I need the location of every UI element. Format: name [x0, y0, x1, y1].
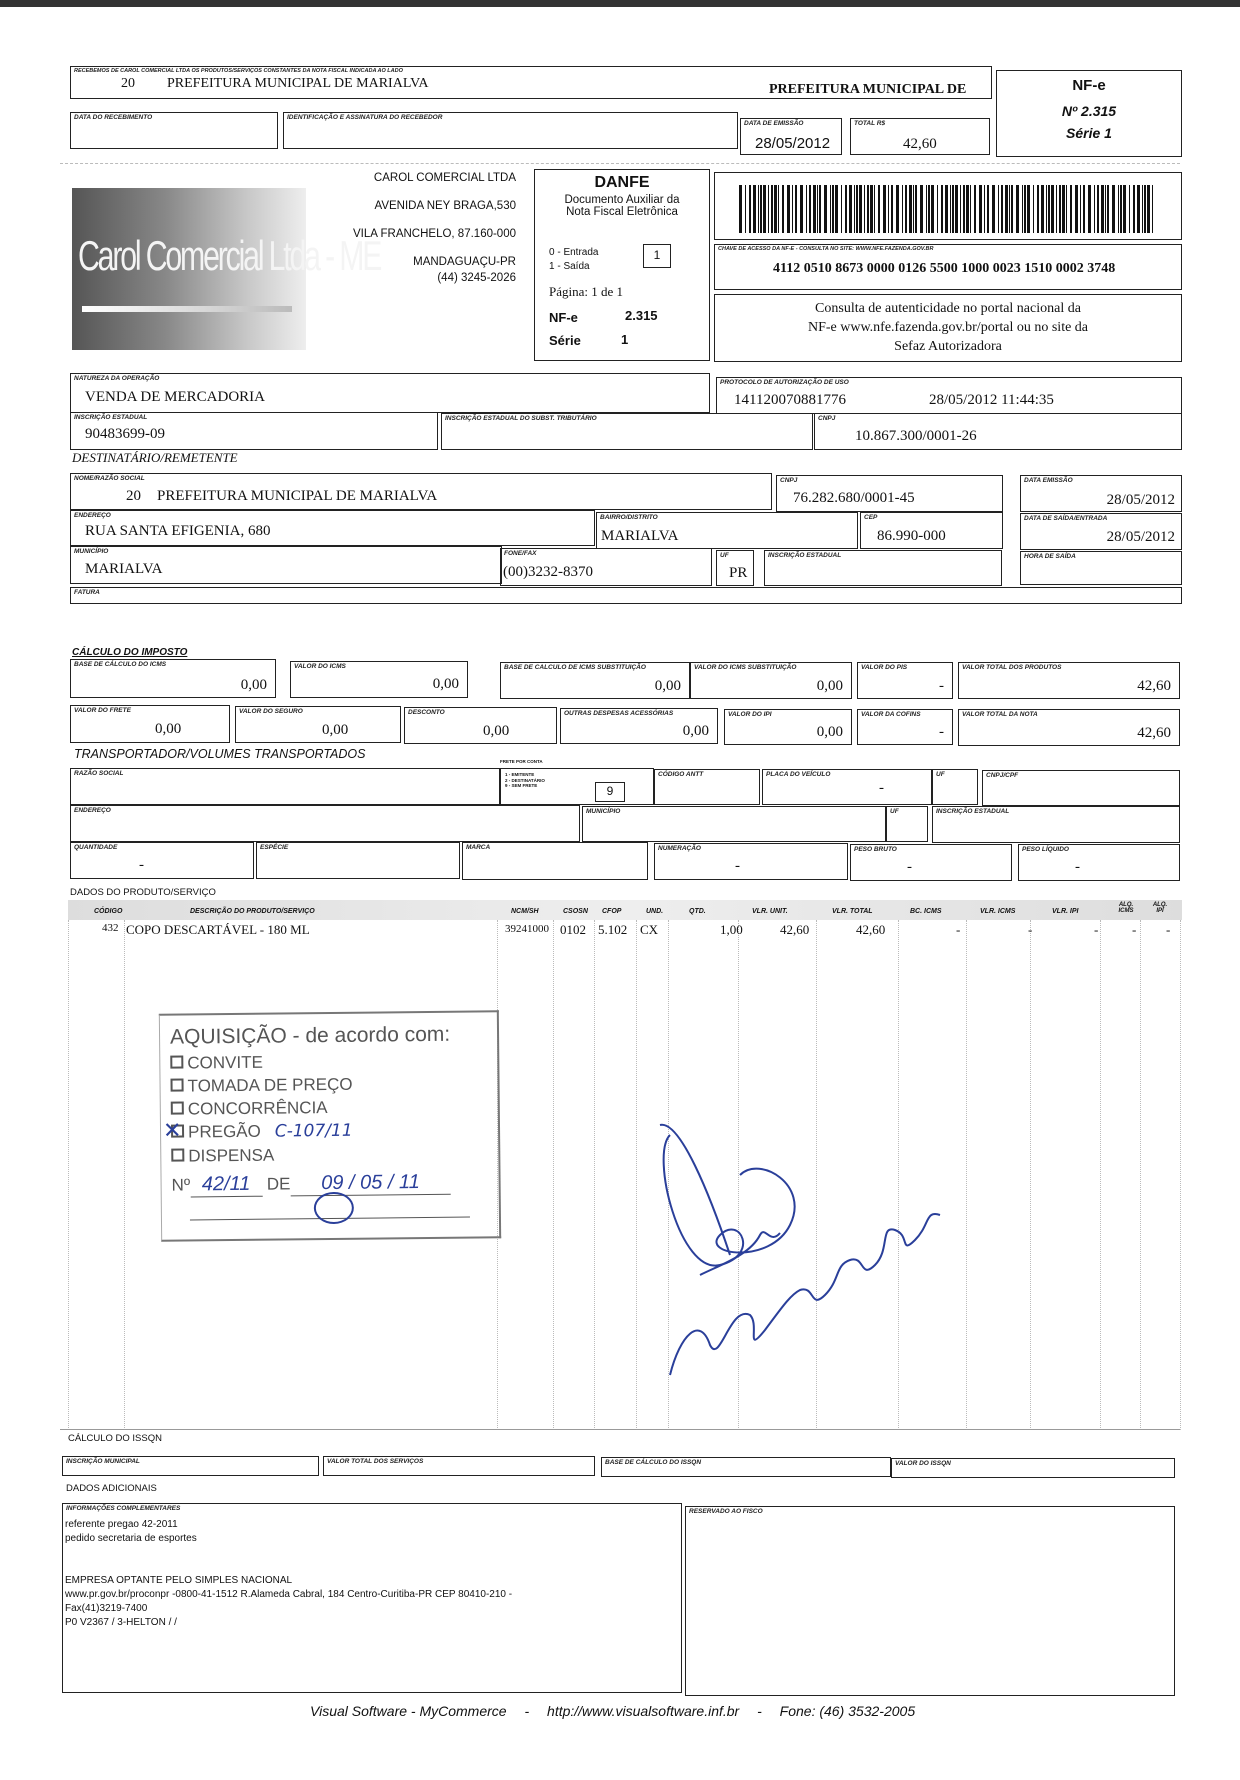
row-csosn: 0102	[560, 922, 586, 937]
dest-endereco-box	[70, 510, 595, 546]
dest-nome-label: NOME/RAZÃO SOCIAL	[74, 475, 145, 482]
dest-nome-box	[70, 473, 772, 510]
transp-razao-box	[70, 768, 500, 805]
frete-box	[70, 705, 230, 743]
row-alq-ipi: -	[1166, 922, 1171, 937]
protocolo-label: PROTOCOLO DE AUTORIZAÇÃO DE USO	[720, 379, 849, 386]
ie-st-box	[441, 413, 813, 450]
antt-label: CÓDIGO ANTT	[658, 771, 704, 778]
logo-stripe	[82, 306, 292, 312]
issqn-total-box	[323, 1456, 595, 1476]
info-line-3	[65, 1546, 512, 1560]
transp-uf-label: UF	[936, 771, 945, 778]
issqn-section: CÁLCULO DO ISSQN	[68, 1433, 162, 1444]
scan-edge	[0, 0, 1240, 7]
dest-bairro-label: BAIRRO/DISTRITO	[600, 514, 658, 521]
col-vlr-icms: VLR. ICMS	[980, 908, 1016, 915]
numeracao-box	[654, 843, 848, 880]
bc-icms-label: BASE DE CÁLCULO DO ICMS	[74, 661, 167, 668]
row-codigo: 432	[102, 922, 119, 934]
danfe-entrada: 0 - Entrada	[549, 247, 599, 258]
cofins: -	[939, 724, 944, 740]
fatura-box	[70, 587, 1182, 604]
produtos-section: DADOS DO PRODUTO/SERVIÇO	[70, 887, 216, 898]
peso-liq-label: PESO LÍQUIDO	[1022, 846, 1069, 853]
dest-nome: PREFEITURA MUNICIPAL DE MARIALVA	[157, 488, 438, 504]
icms-label: VALOR DO ICMS	[294, 663, 346, 670]
danfe-serie-label: Série	[549, 333, 581, 348]
nfe-number-box	[996, 70, 1182, 157]
info-complementar-box	[62, 1503, 682, 1693]
peso-bruto-box	[850, 844, 1012, 881]
canhoto-total-label: TOTAL R$	[854, 120, 886, 127]
protocolo-value: 141120070881776	[734, 392, 846, 408]
stamp-opt-tomada: TOMADA DE PREÇO	[187, 1074, 353, 1096]
data-recebimento-label: DATA DO RECEBIMENTO	[74, 114, 153, 121]
bc-st: 0,00	[654, 678, 681, 694]
danfe-sub1: Documento Auxiliar da	[564, 194, 680, 206]
seguro-box	[235, 706, 401, 743]
row-vlr-icms: -	[1028, 922, 1033, 937]
stamp-num-label: Nº	[171, 1175, 191, 1195]
issqn-bc-box	[601, 1457, 891, 1477]
row-descricao: COPO DESCARTÁVEL - 180 ML	[126, 922, 310, 937]
placa-label: PLACA DO VEÍCULO	[766, 771, 831, 778]
canhoto-emissao-box	[740, 118, 842, 155]
ie-st-label: INSCRIÇÃO ESTADUAL DO SUBST. TRIBUTÁRIO	[445, 415, 597, 422]
rubric-icon	[314, 1192, 354, 1224]
transp-ie-box	[932, 806, 1180, 843]
numeracao: -	[735, 858, 740, 874]
transp-uf2-label: UF	[890, 808, 899, 815]
col-vlr-unit: VLR. UNIT.	[752, 908, 788, 915]
footer	[310, 1703, 915, 1719]
col-cfop: CFOP	[602, 908, 622, 915]
emitente-info	[310, 170, 516, 286]
transp-uf2-box	[886, 806, 928, 842]
emitente-phone: (44) 3245-2026	[437, 272, 516, 284]
consulta-line2: NF-e www.nfe.fazenda.gov.br/portal ou no site da	[807, 320, 1089, 335]
dest-cnpj-box	[776, 475, 1003, 512]
stamp-opt-convite: CONVITE	[187, 1052, 263, 1073]
footer-sep2: -	[757, 1703, 762, 1719]
col-bc-icms: BC. ICMS	[910, 908, 942, 915]
frete-conta-value: 9	[595, 782, 625, 802]
canhoto-dest: PREFEITURA MUNICIPAL DE MARIALVA	[167, 76, 429, 91]
protocolo-box	[716, 377, 1182, 414]
dest-emissao-box	[1020, 475, 1182, 512]
icms: 0,00	[432, 676, 459, 692]
col-vlr-ipi: VLR. IPI	[1052, 908, 1079, 915]
cnpj-emit-value: 10.867.300/0001-26	[855, 428, 977, 444]
pis: -	[939, 678, 944, 694]
stamp-opt-concorrencia: CONCORRÊNCIA	[187, 1098, 328, 1119]
outras: 0,00	[682, 723, 709, 739]
cnpj-emit-box	[814, 413, 1182, 450]
desconto-label: DESCONTO	[408, 709, 445, 716]
danfe-pagina: Página: 1 de 1	[549, 284, 624, 299]
dest-emissao: 28/05/2012	[1106, 492, 1175, 508]
frete-conta-box	[500, 768, 654, 805]
dest-ie-label: INSCRIÇÃO ESTADUAL	[768, 552, 842, 559]
antt-box	[654, 769, 760, 805]
dest-endereco-label: ENDEREÇO	[74, 512, 111, 519]
marca-box	[462, 842, 648, 880]
peso-bruto-label: PESO BRUTO	[854, 846, 897, 853]
natureza-label: NATUREZA DA OPERAÇÃO	[74, 375, 160, 382]
dest-municipio: MARIALVA	[85, 561, 163, 577]
col-codigo: CÓDIGO	[94, 908, 123, 915]
canhoto-total-box	[850, 118, 990, 155]
transp-endereco-box	[70, 805, 580, 842]
cnpj-emit-label: CNPJ	[818, 415, 836, 422]
danfe-tipo-box: 1	[643, 244, 671, 268]
issqn-im-box	[62, 1456, 319, 1476]
quantidade: -	[139, 857, 144, 873]
dest-municipio-box	[70, 546, 502, 584]
dest-cep: 86.990-000	[877, 528, 946, 544]
footer-url: http://www.visualsoftware.inf.br	[547, 1703, 740, 1719]
fisco-label: RESERVADO AO FISCO	[689, 1508, 763, 1515]
col-alq-icms: ALQ. ICMS	[1118, 902, 1134, 914]
info-line-6: www.pr.gov.br/proconpr -0800-41-1512 R.Alameda Cabral, 184 Centro-Curitiba-PR CEP 80410-210 -	[65, 1589, 513, 1600]
col-und: UND.	[646, 908, 664, 915]
col-ncm: NCM/SH	[511, 908, 539, 915]
canhoto-box	[70, 66, 992, 99]
dest-endereco: RUA SANTA EFIGENIA, 680	[85, 523, 271, 539]
transp-ie-label: INSCRIÇÃO ESTADUAL	[936, 808, 1010, 815]
outras-box	[560, 708, 718, 744]
row-bc-icms: -	[956, 922, 961, 937]
quantidade-label: QUANTIDADE	[74, 844, 118, 851]
total-nota-label: VALOR TOTAL DA NOTA	[962, 711, 1038, 718]
canhoto-text: RECEBEMOS DE CAROL COMERCIAL LTDA OS PRODUTOS/SERVIÇOS CONSTANTES DA NOTA FISCAL INDICADA AO LADO	[74, 68, 403, 74]
consulta-line1: Consulta de autenticidade no portal nacional da	[815, 301, 1081, 316]
issqn-valor-box	[891, 1458, 1175, 1478]
dest-cep-box	[860, 512, 1003, 549]
identificacao-label: IDENTIFICAÇÃO E ASSINATURA DO RECEBEDOR	[287, 114, 443, 121]
destinatario-section: DESTINATÁRIO/REMETENTE	[72, 450, 238, 465]
dest-emissao-label: DATA EMISSÃO	[1024, 477, 1073, 484]
numeracao-label: NUMERAÇÃO	[658, 845, 701, 852]
transp-razao-label: RAZÃO SOCIAL	[74, 770, 124, 777]
quantidade-box	[70, 842, 254, 879]
chave-value: 4112 0510 8673 0000 0126 5500 1000 0023 1510 0002 3748	[773, 261, 1116, 276]
company-logo	[72, 188, 381, 350]
barcode	[739, 185, 1155, 233]
danfe-nfe-num: 2.315	[625, 308, 658, 323]
stamp-pregao-hand: C-107/11	[274, 1120, 353, 1142]
stamp-de-label: DE	[266, 1174, 291, 1194]
emitente-district: VILA FRANCHELO, 87.160-000	[353, 228, 516, 240]
dest-saida: 28/05/2012	[1106, 529, 1175, 545]
footer-software: Visual Software - MyCommerce	[310, 1703, 507, 1719]
natureza-value: VENDA DE MERCADORIA	[85, 389, 265, 405]
total-produtos: 42,60	[1137, 678, 1171, 694]
data-recebimento-box	[70, 112, 278, 149]
seguro: 0,00	[322, 722, 349, 738]
bc-icms-box	[70, 659, 276, 698]
transp-endereco-label: ENDEREÇO	[74, 807, 111, 814]
pis-box	[857, 662, 953, 699]
stamp-num: 42/11	[190, 1173, 262, 1198]
transporte-section: TRANSPORTADOR/VOLUMES TRANSPORTADOS	[74, 747, 366, 761]
dest-hora-box	[1020, 551, 1182, 585]
frete-opts: 1 - EMITENTE 2 - DESTINATÁRIO 9 - SEM FRETE	[505, 772, 545, 788]
issqn-valor-label: VALOR DO ISSQN	[895, 1460, 951, 1467]
stamp-date: 09 / 05 / 11	[290, 1171, 450, 1197]
consulta-box	[714, 294, 1182, 362]
emitente-name: CAROL COMERCIAL LTDA	[373, 172, 516, 184]
issqn-bc-label: BASE DE CÁLCULO DO ISSQN	[605, 1459, 702, 1466]
col-alq-ipi: ALQ. IPI	[1152, 902, 1168, 914]
fisco-box	[685, 1506, 1175, 1696]
chave-box	[714, 244, 1182, 290]
ie-label: INSCRIÇÃO ESTADUAL	[74, 414, 148, 421]
col-qtd: QTD.	[689, 908, 706, 915]
dest-bairro-box	[596, 512, 858, 549]
row-alq-icms: -	[1132, 922, 1137, 937]
canhoto-emissao-label: DATA DE EMISSÃO	[744, 120, 804, 127]
imposto-section: CÁLCULO DO IMPOSTO	[72, 647, 188, 658]
ie-box	[70, 412, 438, 450]
bc-icms: 0,00	[240, 677, 267, 693]
stamp-title: AQUISIÇÃO - de acordo com:	[169, 1022, 451, 1049]
cofins-box	[857, 709, 953, 745]
canhoto-emissao: 28/05/2012	[755, 135, 831, 152]
frete-conta-label: FRETE POR CONTA	[500, 759, 543, 764]
col-vlr-total: VLR. TOTAL	[832, 908, 873, 915]
handwritten-signature	[640, 1115, 950, 1395]
bc-st-label: BASE DE CALCULO DE ICMS SUBSTITUIÇÃO	[504, 664, 646, 671]
issqn-total-label: VALOR TOTAL DOS SERVIÇOS	[327, 1458, 424, 1465]
transp-cnpj-label: CNPJ/CPF	[986, 772, 1019, 779]
transp-municipio-box	[582, 806, 886, 842]
info-line-2: pedido secretaria de esportes	[65, 1533, 197, 1544]
canhoto-total: 42,60	[903, 136, 937, 152]
chave-label: CHAVE DE ACESSO DA NF-E - CONSULTA NO SITE: WWW.NFE.FAZENDA.GOV.BR	[718, 246, 934, 252]
info-line-7: Fax(41)3219-7400	[65, 1603, 148, 1614]
row-vlr-ipi: -	[1094, 922, 1099, 937]
dest-bairro: MARIALVA	[601, 528, 679, 544]
danfe-sub2: Nota Fiscal Eletrônica	[566, 206, 678, 218]
dest-fone-label: FONE/FAX	[504, 550, 537, 557]
peso-bruto: -	[907, 859, 912, 875]
placa: -	[879, 780, 884, 796]
info-complementar-label: INFORMAÇÕES COMPLEMENTARES	[66, 1505, 181, 1512]
placa-box	[762, 769, 932, 805]
dest-fone: (00)3232-8370	[503, 564, 593, 580]
frete: 0,00	[155, 721, 182, 737]
nfe-box-number: Nº 2.315	[1061, 103, 1117, 119]
dest-saida-label: DATA DE SAÍDA/ENTRADA	[1024, 515, 1108, 522]
dest-uf: PR	[729, 565, 748, 581]
ie-value: 90483699-09	[85, 426, 165, 442]
identificacao-box	[283, 112, 738, 149]
transp-municipio-label: MUNICÍPIO	[586, 808, 621, 815]
danfe-box	[534, 169, 710, 361]
row-ncm: 39241000	[505, 923, 549, 935]
icms-st: 0,00	[816, 678, 843, 694]
cofins-label: VALOR DA COFINS	[861, 711, 921, 718]
pis-label: VALOR DO PIS	[861, 664, 908, 671]
footer-sep1: -	[524, 1703, 530, 1719]
row-vlr-unit: 42,60	[780, 922, 810, 937]
emitente-address: AVENIDA NEY BRAGA,530	[374, 200, 516, 212]
info-line-4	[65, 1560, 512, 1574]
dest-ie-box	[764, 550, 1002, 586]
desconto-box	[404, 707, 557, 744]
desconto: 0,00	[483, 723, 510, 739]
dest-uf-label: UF	[720, 552, 729, 559]
dest-municipio-label: MUNICÍPIO	[74, 548, 109, 555]
info-line-8: P0 V2367 / 3-HELTON / /	[65, 1617, 177, 1628]
seguro-label: VALOR DO SEGURO	[239, 708, 303, 715]
protocolo-data: 28/05/2012 11:44:35	[929, 392, 1054, 408]
total-nota-box	[958, 709, 1180, 746]
table-row	[68, 922, 1182, 942]
canhoto-dest-short: PREFEITURA MUNICIPAL DE	[769, 82, 967, 97]
especie-label: ESPÉCIE	[260, 844, 289, 851]
dest-hora-label: HORA DE SAÍDA	[1024, 553, 1076, 560]
total-produtos-label: VALOR TOTAL DOS PRODUTOS	[962, 664, 1062, 671]
logo-text: Carol Comercial Ltda - ME	[78, 232, 381, 279]
marca-label: MARCA	[466, 844, 491, 851]
icms-box	[290, 661, 468, 698]
stamp-opt-pregao: PREGÃO	[187, 1121, 261, 1142]
danfe-title: DANFE	[594, 174, 650, 191]
dest-cnpj: 76.282.680/0001-45	[793, 490, 915, 506]
row-und: CX	[640, 922, 659, 937]
peso-liq: -	[1075, 859, 1080, 875]
row-cfop: 5.102	[598, 922, 628, 937]
dest-code: 20	[126, 488, 141, 504]
nfe-box-title: NF-e	[1072, 77, 1106, 94]
outras-label: OUTRAS DESPESAS ACESSÓRIAS	[564, 710, 674, 717]
ipi: 0,00	[816, 724, 843, 740]
fatura-label: FATURA	[74, 589, 100, 596]
danfe-serie-num: 1	[621, 332, 629, 347]
ipi-label: VALOR DO IPI	[728, 711, 772, 718]
especie-box	[256, 842, 460, 879]
footer-fone: Fone: (46) 3532-2005	[779, 1703, 916, 1719]
dest-uf-box	[716, 550, 754, 586]
row-vlr-total: 42,60	[856, 922, 886, 937]
bc-st-box	[500, 662, 690, 699]
cut-line	[60, 163, 1180, 164]
danfe-nfe-label: NF-e	[549, 310, 578, 325]
info-line-5: EMPRESA OPTANTE PELO SIMPLES NACIONAL	[65, 1575, 293, 1586]
col-descricao: DESCRIÇÃO DO PRODUTO/SERVIÇO	[190, 908, 315, 915]
dest-fone-box	[500, 548, 712, 586]
adicionais-section: DADOS ADICIONAIS	[66, 1483, 157, 1494]
icms-st-label: VALOR DO ICMS SUBSTITUIÇÃO	[694, 664, 797, 671]
barcode-box	[714, 172, 1182, 240]
total-produtos-box	[958, 662, 1180, 699]
transp-cnpj-box	[982, 770, 1180, 806]
aquisicao-stamp	[159, 1010, 501, 1242]
check-mark-icon: ✕	[162, 1117, 182, 1143]
emitente-city: MANDAGUAÇU-PR	[413, 256, 516, 268]
icms-st-box	[690, 662, 852, 699]
col-csosn: CSOSN	[563, 908, 588, 915]
nfe-box-serie: Série 1	[1066, 125, 1112, 141]
natureza-box	[70, 373, 710, 413]
transp-uf-box	[932, 769, 978, 805]
frete-label: VALOR DO FRETE	[74, 707, 131, 714]
ipi-box	[724, 709, 852, 745]
total-nota: 42,60	[1137, 725, 1171, 741]
dest-saida-box	[1020, 513, 1182, 550]
stamp-opt-dispensa: DISPENSA	[188, 1145, 275, 1166]
canhoto-code: 20	[121, 76, 135, 91]
consulta-line3: Sefaz Autorizadora	[894, 339, 1002, 354]
dest-cnpj-label: CNPJ	[780, 477, 798, 484]
info-line-1: referente pregao 42-2011	[65, 1519, 178, 1530]
issqn-im-label: INSCRIÇÃO MUNICIPAL	[66, 1458, 140, 1465]
danfe-saida: 1 - Saída	[549, 261, 590, 272]
peso-liq-box	[1018, 844, 1180, 881]
dest-cep-label: CEP	[864, 514, 878, 521]
row-qtd: 1,00	[720, 922, 743, 937]
